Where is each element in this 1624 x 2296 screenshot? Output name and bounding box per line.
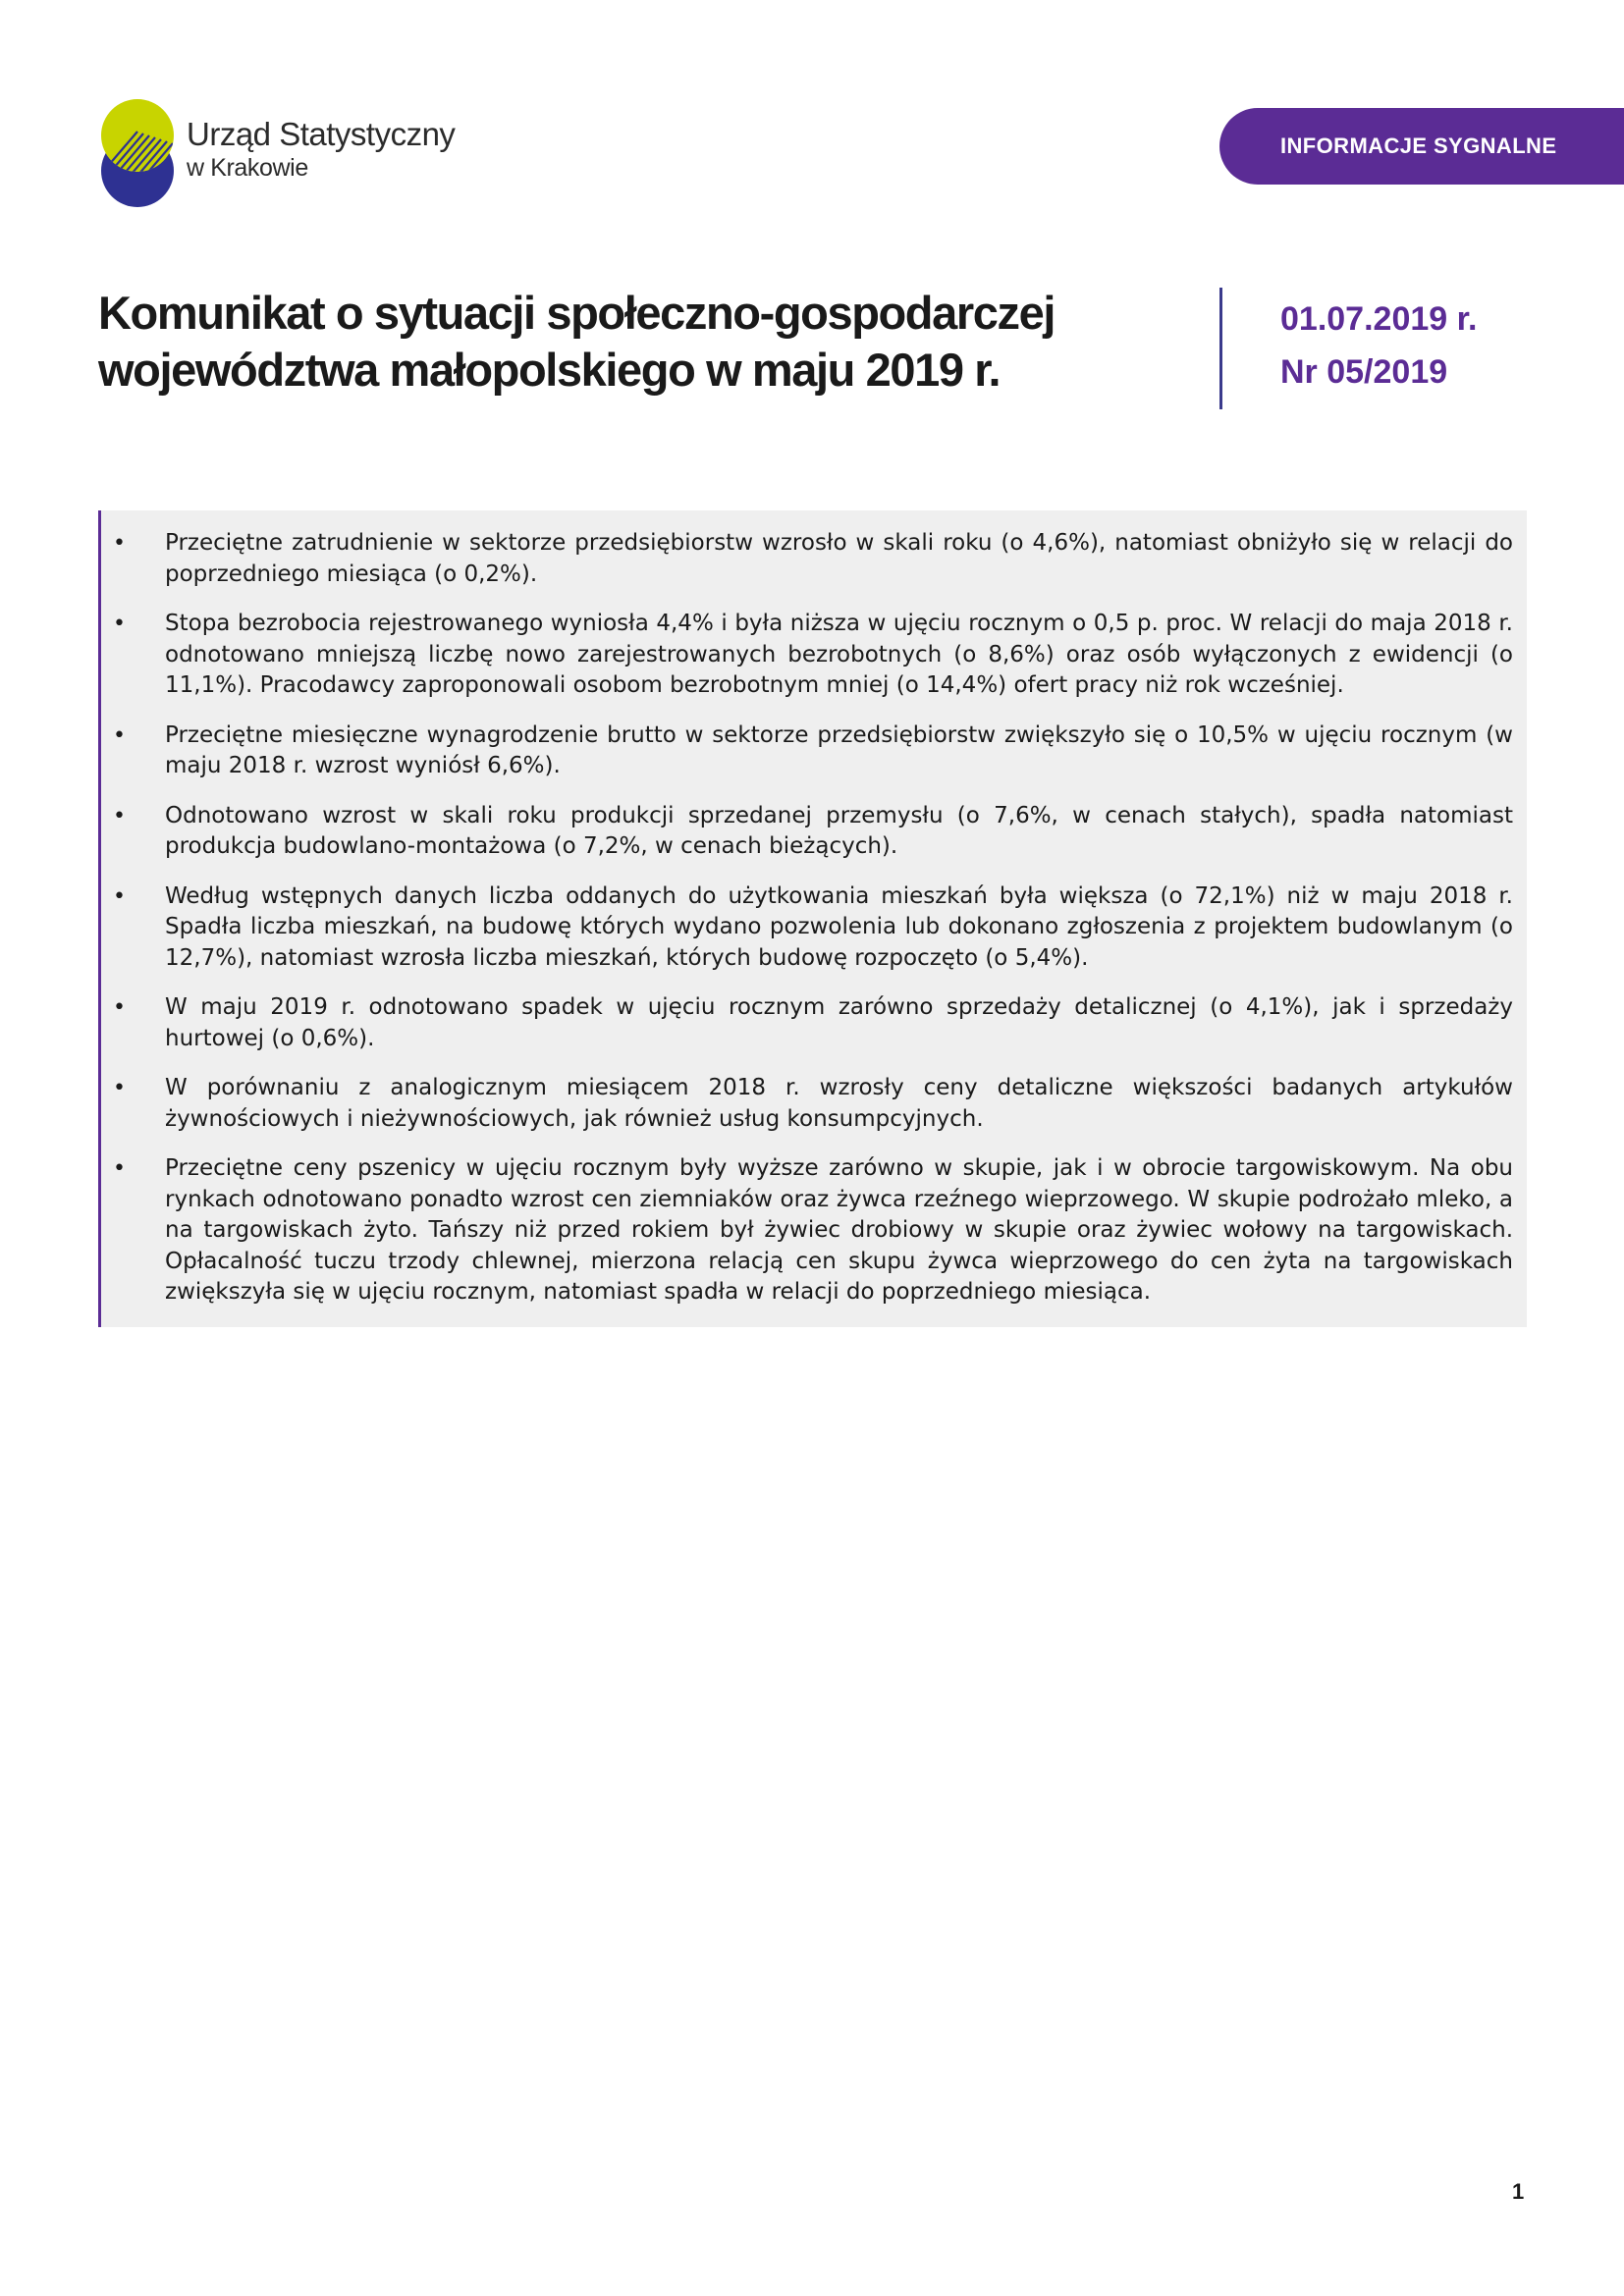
highlights-box xyxy=(98,510,1527,1327)
highlight-item xyxy=(101,528,1513,590)
release-meta xyxy=(1280,293,1477,399)
highlight-item xyxy=(101,1073,1513,1135)
release-date: 01.07.2019 r. xyxy=(1280,300,1478,338)
info-badge xyxy=(1219,108,1624,185)
highlight-text: W porównaniu z analogicznym miesiącem 2018 r. wzrosły ceny detaliczne większości badanych artykułów żywnościowych i nieżywnościowych, jak również usług konsumpcyjnych. xyxy=(165,1075,1513,1132)
highlight-item xyxy=(101,881,1513,975)
highlight-text: Według wstępnych danych liczba oddanych do użytkowania mieszkań była większa (o 72,1%) niż w maju 2018 r. Spadła liczba mieszkań, na budowę których wydano pozwolenia lub dokonano zgłoszenia z projektem budowlanym (o 12,7%), natomiast wzrosła liczba mieszkań, których budowę rozpoczęto (o 5,4%). xyxy=(165,882,1513,971)
bullet-icon: • xyxy=(113,612,126,636)
logo-subtitle: w Krakowie xyxy=(187,154,308,182)
logo-text xyxy=(187,116,455,183)
highlight-item xyxy=(101,801,1513,863)
title-divider xyxy=(1219,288,1222,409)
info-badge-label: INFORMACJE SYGNALNE xyxy=(1280,133,1557,158)
highlight-text: Przeciętne zatrudnienie w sektorze przedsiębiorstw wzrosło w skali roku (o 4,6%), natomiast obniżyło się w relacji do poprzedniego miesiąca (o 0,2%). xyxy=(165,530,1513,587)
bullet-icon: • xyxy=(113,803,126,828)
highlight-text: Stopa bezrobocia rejestrowanego wyniosła 4,4% i była niższa w ujęciu rocznym o 0,5 p. proc. W relacji do maja 2018 r. odnotowano mniejszą liczbę nowo zarejestrowanych bezrobotnych (o 8,6%) oraz osób wyłączonych z ewidencji (o 11,1%). Pracodawcy zaproponowali osobom bezrobotnym mniej (o 14,4%) ofert pracy niż rok wcześniej. xyxy=(165,611,1513,698)
page-title-line1: Komunikat o sytuacji społeczno-gospodarczej xyxy=(98,287,1055,339)
logo-mark-icon xyxy=(98,98,177,208)
highlight-item xyxy=(101,992,1513,1054)
bullet-icon: • xyxy=(113,883,126,909)
highlight-text: W maju 2019 r. odnotowano spadek w ujęciu rocznym zarówno sprzedaży detalicznej (o 4,1%), jak i sprzedaży hurtowej (o 0,6%). xyxy=(165,994,1513,1051)
highlight-text: Przeciętne miesięczne wynagrodzenie brutto w sektorze przedsiębiorstw zwiększyło się o 10,5% w ujęciu rocznym (w maju 2018 r. wzrost wyniósł 6,6%). xyxy=(165,721,1513,778)
logo-title: Urząd Statystyczny xyxy=(187,116,456,152)
highlight-item xyxy=(101,721,1513,782)
bullet-icon: • xyxy=(113,1076,126,1100)
highlights-list xyxy=(101,510,1527,1308)
bullet-icon: • xyxy=(113,722,126,748)
highlight-item xyxy=(101,1153,1513,1308)
page-number: 1 xyxy=(1512,2179,1525,2204)
highlight-text: Przeciętne ceny pszenicy w ujęciu rocznym były wyższe zarówno w skupie, jak i w obrocie targowiskowym. Na obu rynkach odnotowano ponadto wzrost cen ziemniaków oraz żywca rzeźnego wieprzowego. W skupie podrożało mleko, a na targowiskach żyto. Tańszy niż przed rokiem był żywiec drobiowy w skupie oraz żywiec wołowy na targowiskach. Opłacalność tuczu trzody chlewnej, mierzona relacją cen skupu żywca wieprzowego do cen żyta na targowiskach zwiększyła się w ujęciu rocznym, natomiast spadła w relacji do poprzedniego miesiąca. xyxy=(165,1155,1513,1305)
page-title-line2: województwa małopolskiego w maju 2019 r. xyxy=(98,344,1001,396)
bullet-icon: • xyxy=(113,1156,126,1181)
highlight-text: Odnotowano wzrost w skali roku produkcji sprzedanej przemysłu (o 7,6%, w cenach stałych), spadła natomiast produkcja budowlano-montażowa (o 7,2%, w cenach bieżących). xyxy=(165,802,1513,859)
bullet-icon: • xyxy=(113,531,126,556)
logo xyxy=(98,98,471,208)
page-title xyxy=(98,285,1168,399)
release-number: Nr 05/2019 xyxy=(1280,353,1448,391)
bullet-icon: • xyxy=(113,995,126,1020)
highlight-item xyxy=(101,609,1513,702)
